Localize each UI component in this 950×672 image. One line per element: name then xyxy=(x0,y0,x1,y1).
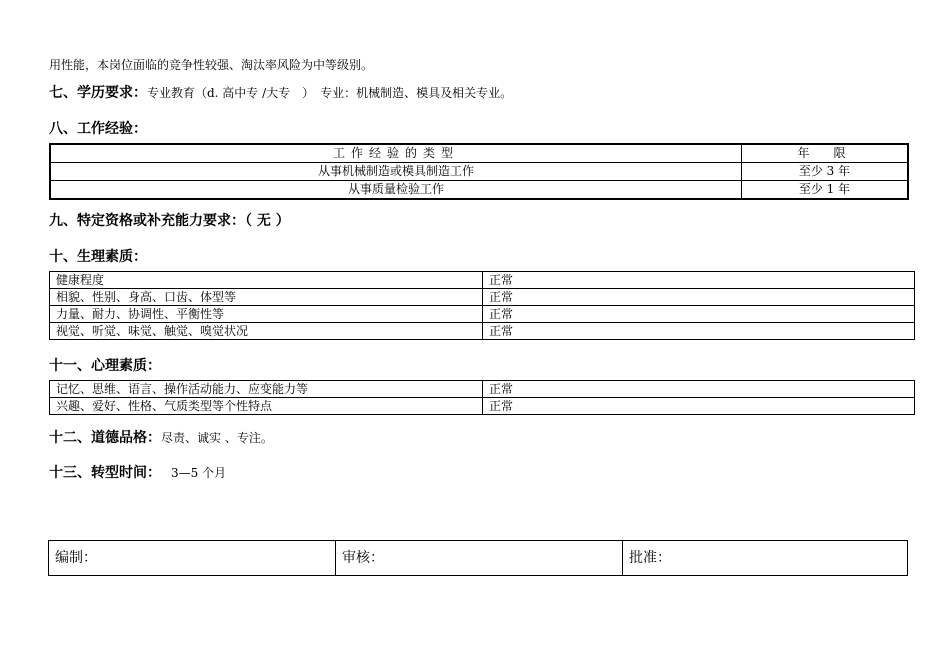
table-row xyxy=(49,541,908,576)
qualification-heading: 九、特定资格或补充能力要求：（ 无 ） xyxy=(49,213,290,229)
table-row xyxy=(50,181,908,200)
experience-type-cell: 从事质量检验工作 xyxy=(50,181,742,200)
signoff-table xyxy=(48,540,908,576)
education-heading: 七、学历要求： xyxy=(49,85,147,101)
table-row xyxy=(50,398,915,415)
experience-heading: 八、工作经验： xyxy=(49,121,147,137)
experience-years-cell: 至少 3 年 xyxy=(742,163,909,181)
education-section xyxy=(49,82,512,102)
attribute-cell: 记忆、思维、语言、操作活动能力、应变能力等 xyxy=(50,381,483,398)
morality-heading: 十二、道德品格： xyxy=(49,430,161,446)
status-cell: 正常 xyxy=(483,398,915,415)
experience-years-cell: 至少 1 年 xyxy=(742,181,909,200)
experience-table xyxy=(49,143,909,200)
table-row xyxy=(50,381,915,398)
table-row xyxy=(50,272,915,289)
status-cell: 正常 xyxy=(483,381,915,398)
attribute-cell: 视觉、听觉、味觉、触觉、嗅觉状况 xyxy=(50,323,483,340)
status-cell: 正常 xyxy=(483,272,915,289)
table-row xyxy=(50,289,915,306)
physical-heading: 十、生理素质： xyxy=(49,249,147,265)
approved-by-field[interactable]: 批准： xyxy=(623,541,908,576)
morality-section xyxy=(49,427,273,447)
table-header-row xyxy=(50,144,908,163)
education-text: 专业教育（d. 高中专 /大专 ） 专业：机械制造、模具及相关专业。 xyxy=(147,86,513,100)
transition-text: 3—5 个月 xyxy=(171,466,227,480)
column-header-type: 工作经验的类型 xyxy=(50,144,742,163)
attribute-cell: 兴趣、爱好、性格、气质类型等个性特点 xyxy=(50,398,483,415)
transition-heading: 十三、转型时间： xyxy=(49,465,161,481)
physical-table xyxy=(49,271,915,340)
attribute-cell: 力量、耐力、协调性、平衡性等 xyxy=(50,306,483,323)
intro-paragraph: 用性能，本岗位面临的竞争性较强、淘汰率风险为中等级别。 xyxy=(49,58,374,72)
attribute-cell: 相貌、性别、身高、口齿、体型等 xyxy=(50,289,483,306)
attribute-cell: 健康程度 xyxy=(50,272,483,289)
psychological-heading: 十一、心理素质： xyxy=(49,358,161,374)
column-header-years: 年 限 xyxy=(742,144,909,163)
status-cell: 正常 xyxy=(483,306,915,323)
prepared-by-field[interactable]: 编制： xyxy=(49,541,336,576)
status-cell: 正常 xyxy=(483,323,915,340)
reviewed-by-field[interactable]: 审核： xyxy=(336,541,623,576)
status-cell: 正常 xyxy=(483,289,915,306)
transition-section xyxy=(49,462,226,482)
table-row xyxy=(50,163,908,181)
table-row xyxy=(50,323,915,340)
experience-type-cell: 从事机械制造或模具制造工作 xyxy=(50,163,742,181)
psychological-table xyxy=(49,380,915,415)
table-row xyxy=(50,306,915,323)
morality-text: 尽责、诚实 、专注。 xyxy=(161,431,273,445)
